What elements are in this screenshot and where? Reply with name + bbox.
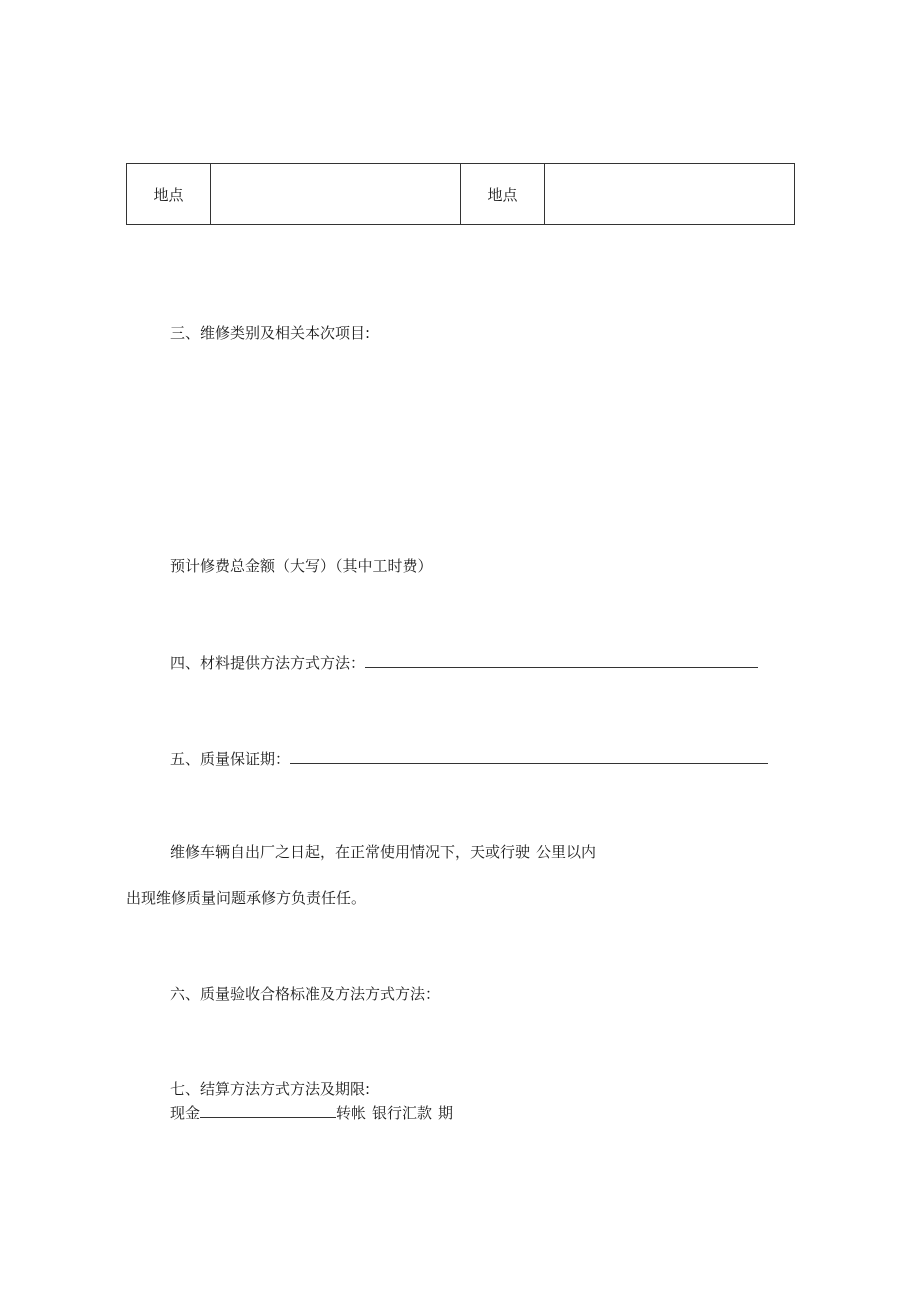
section-6-heading: 六、质量验收合格标准及方法方式方法： bbox=[170, 985, 441, 1003]
warranty-line-2: 出现维修质量问题承修方负责任任。 bbox=[126, 889, 367, 907]
payment-line bbox=[170, 1101, 453, 1123]
section-3-heading: 三、维修类别及相关本次项目: bbox=[170, 324, 371, 342]
section-5-blank bbox=[290, 747, 768, 764]
warranty-line-1 bbox=[170, 842, 596, 862]
location-table bbox=[126, 163, 795, 225]
location-value-left bbox=[211, 164, 461, 225]
section-4-line bbox=[170, 651, 758, 673]
location-label-left: 地点 bbox=[127, 164, 211, 225]
warranty-text-a: 维修车辆自出厂之日起，在正常使用情况下，天或行驶 bbox=[170, 843, 531, 861]
section-5-line bbox=[170, 747, 768, 769]
section-7-heading: 七、结算方法方式方法及期限: bbox=[170, 1080, 371, 1098]
section-4-blank bbox=[365, 651, 758, 668]
bank-label: 银行汇款 bbox=[372, 1104, 433, 1122]
estimate-line: 预计修费总金额（大写）（其中工时费） bbox=[170, 557, 433, 575]
section-4-label: 四、材料提供方法方式方法： bbox=[170, 654, 366, 672]
cash-label: 现金 bbox=[170, 1104, 201, 1122]
location-label-right: 地点 bbox=[461, 164, 545, 225]
location-value-right bbox=[545, 164, 795, 225]
transfer-label: 转帐 bbox=[336, 1104, 367, 1122]
location-row bbox=[127, 164, 795, 225]
term-label: 期 bbox=[438, 1104, 454, 1122]
section-5-label: 五、质量保证期： bbox=[170, 750, 291, 768]
warranty-text-b: 公里以内 bbox=[536, 843, 597, 861]
cash-blank bbox=[200, 1101, 336, 1118]
